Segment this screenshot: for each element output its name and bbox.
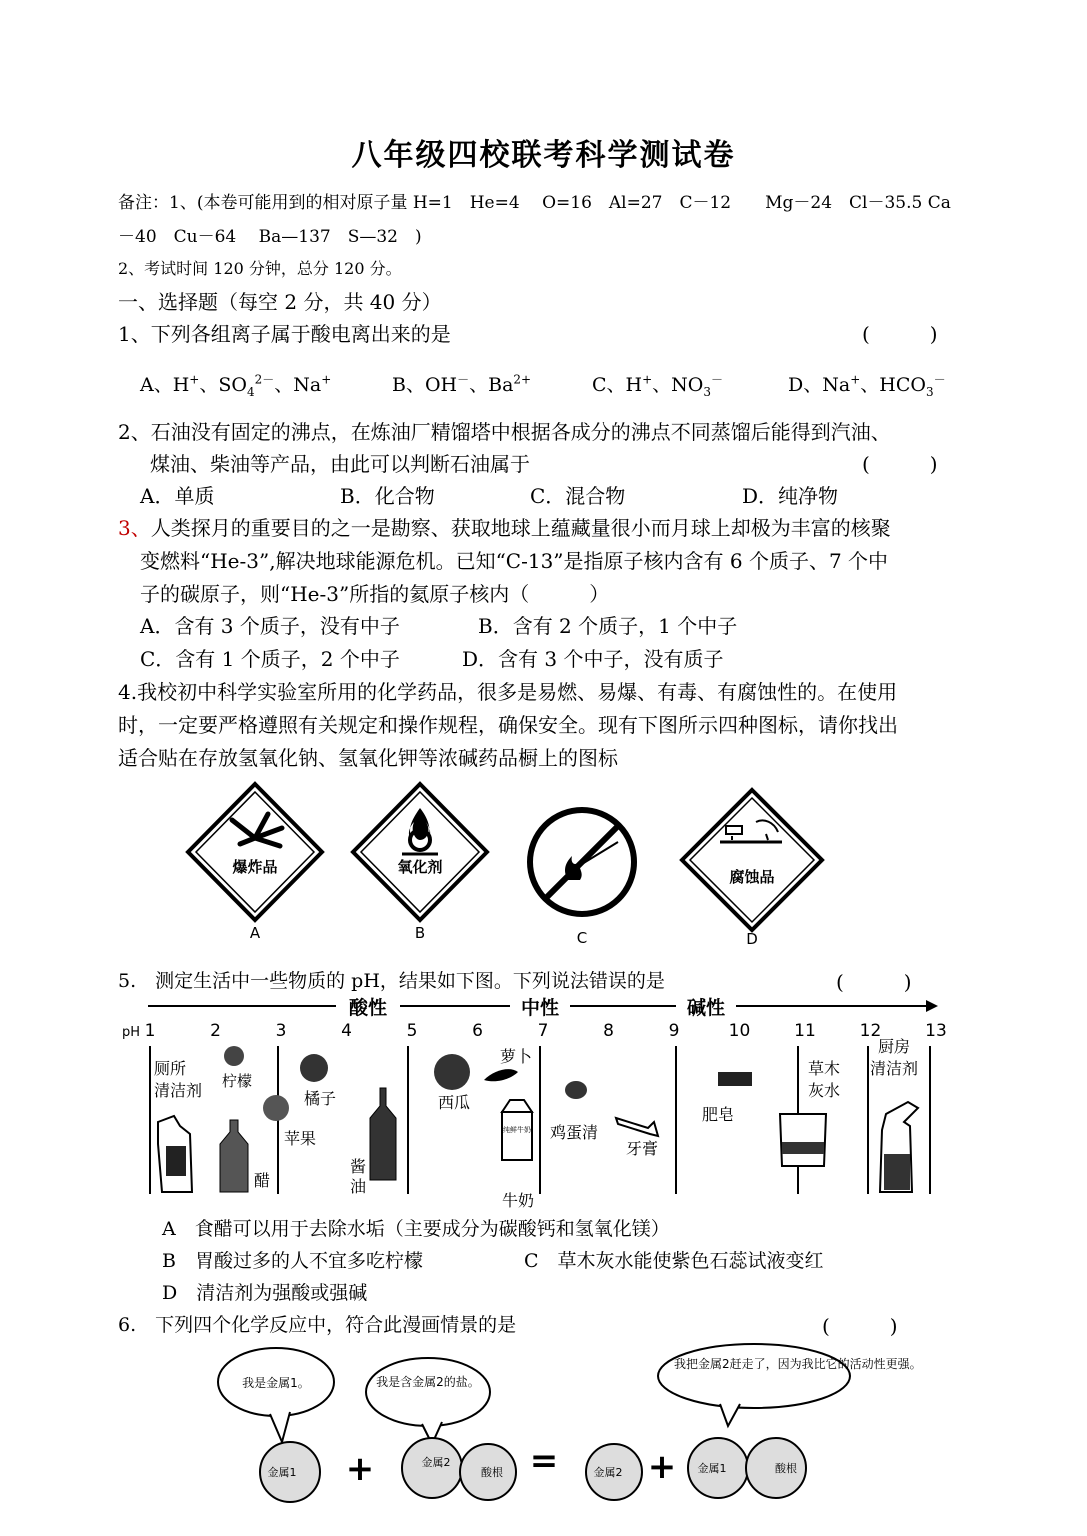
answer-bracket-6: ( ) xyxy=(822,1314,898,1338)
equals-sign: = xyxy=(529,1441,559,1481)
svg-text:酸根: 酸根 xyxy=(481,1466,503,1479)
metal-1-ball xyxy=(260,1442,320,1502)
plus-sign-1: + xyxy=(345,1449,375,1489)
ph-scale-figure xyxy=(118,994,948,1210)
ph-tick-9: 9 xyxy=(668,1021,680,1041)
bottle-label-icon xyxy=(166,1146,186,1176)
svg-text:金属2: 金属2 xyxy=(593,1466,623,1479)
ph-tick-10: 10 xyxy=(728,1021,751,1041)
ph-tick-12: 12 xyxy=(859,1021,882,1041)
q2-option-d: D．纯净物 xyxy=(742,484,839,508)
item-soy-sauce: 酱油 xyxy=(350,1157,367,1196)
q2-option-c: C．混合物 xyxy=(530,484,626,508)
milk-box-label: 纯鲜牛奶 xyxy=(503,1126,531,1134)
sign-d-letter: D xyxy=(746,930,758,948)
ph-tick-5: 5 xyxy=(406,1021,418,1041)
sign-a-letter: A xyxy=(249,924,261,942)
question-4-line-2: 时，一定要严格遵照有关规定和操作规程，确保安全。现有下图所示四种图标，请你找出 xyxy=(118,713,898,737)
explosion-icon xyxy=(232,814,282,846)
q1-option-a: A、H+、$SO_4^{2-}$、Na+ xyxy=(140,372,332,399)
section-heading: 一、选择题（每空 2 分，共 40 分） xyxy=(118,290,442,314)
cartoon-figure xyxy=(210,1342,922,1532)
question-2-line-2: 煤油、柴油等产品，由此可以判断石油属于 xyxy=(150,452,530,476)
item-kitchen-cleaner: 厨房清洁剂 xyxy=(870,1037,919,1078)
item-toothpaste: 牙膏 xyxy=(626,1139,659,1158)
ph-tick-6: 6 xyxy=(472,1021,483,1041)
svg-text:金属1: 金属1 xyxy=(697,1462,727,1475)
sign-a-label: 爆炸品 xyxy=(232,858,278,876)
acid-radical-ball-1 xyxy=(460,1444,516,1500)
sign-c-letter: C xyxy=(576,929,588,947)
plus-sign-2: + xyxy=(647,1447,677,1487)
question-3-line-2: 变燃料“He-3”,解决地球能源危机。已知“C-13”是指原子核内含有 6 个质子、7 个中 xyxy=(140,549,889,573)
question-3-number: 3、 xyxy=(118,516,151,540)
ph-tick-labels xyxy=(145,1021,947,1041)
question-2-line-1: 2、石油没有固定的沸点，在炼油厂精馏塔中根据各成分的沸点不同蒸馏后能得到汽油、 xyxy=(118,420,891,444)
neutral-label: 中性 xyxy=(520,997,560,1019)
q1-option-b: B、OH－、$Ba^{2+}$ xyxy=(392,372,532,396)
item-apple: 苹果 xyxy=(284,1129,317,1148)
speech-bubble-3: 我把金属2赶走了，因为我比它的活动性更强。 xyxy=(658,1344,850,1426)
ph-label: pH xyxy=(122,1025,141,1040)
speech-bubble-1 xyxy=(218,1348,334,1442)
item-lemon: 柠檬 xyxy=(222,1072,253,1090)
watermelon-icon xyxy=(434,1054,470,1090)
acid-radical-ball-2 xyxy=(746,1438,806,1498)
apple-icon xyxy=(263,1095,289,1121)
question-4-line-1: 4.我校初中科学实验室所用的化学药品，很多是易燃、易爆、有毒、有腐蚀性的。在使用 xyxy=(118,680,898,704)
speech-bubble-2: 我是含金属2的盐。 xyxy=(366,1358,490,1444)
question-3-line-1: 3、人类探月的重要目的之一是勘察、获取地球上蕴藏量很小而月球上却极为丰富的核聚 xyxy=(118,516,891,540)
milk-carton-icon xyxy=(502,1112,532,1160)
q3-option-a: A．含有 3 个质子，没有中子 xyxy=(140,614,400,638)
match-flame-icon xyxy=(565,842,618,880)
oxidizer-sign xyxy=(353,784,487,942)
sign-b-letter: B xyxy=(414,924,426,942)
corrosion-icon xyxy=(720,820,782,842)
item-milk: 牛奶 xyxy=(502,1191,535,1210)
answer-bracket-5: ( ) xyxy=(836,970,912,994)
orange-icon xyxy=(300,1054,328,1082)
q3-option-d: D．含有 3 个中子，没有质子 xyxy=(462,647,724,671)
svg-text:我是金属1。: 我是金属1。 xyxy=(242,1376,310,1390)
radish-icon xyxy=(484,1069,518,1081)
q2-option-b: B．化合物 xyxy=(340,484,435,508)
svg-text:金属2: 金属2 xyxy=(421,1456,451,1469)
q2-option-a: A．单质 xyxy=(140,484,215,508)
sign-d-label: 腐蚀品 xyxy=(729,868,775,886)
page-title: 八年级四校联考科学测试卷 xyxy=(351,138,736,173)
vinegar-bottle-icon xyxy=(220,1120,248,1192)
q1-option-c: C、H+、$NO_3^-$ xyxy=(592,372,724,399)
note-line-2: －40 Cu－64 Ba—137 S—32 ) xyxy=(118,227,422,247)
hazard-signs-figure xyxy=(170,778,850,950)
ph-tick-7: 7 xyxy=(537,1021,549,1041)
item-egg-white: 鸡蛋清 xyxy=(550,1123,599,1142)
item-vinegar: 醋 xyxy=(254,1171,271,1190)
ph-tick-13: 13 xyxy=(925,1021,947,1041)
item-watermelon: 西瓜 xyxy=(438,1093,471,1112)
q5-option-a: A 食醋可以用于去除水垢（主要成分为碳酸钙和氢氧化镁） xyxy=(162,1218,670,1240)
question-6-stem: 6. 下列四个化学反应中，符合此漫画情景的是 xyxy=(118,1314,517,1336)
question-4-line-3: 适合贴在存放氢氧化钠、氢氧化钾等浓碱药品橱上的图标 xyxy=(118,746,618,770)
q5-option-c: C 草木灰水能使紫色石蕊试液变红 xyxy=(524,1250,824,1272)
note-line-1: 备注：1、(本卷可能用到的相对原子量 H=1 He=4 O=16 Al=27 C－12 Mg－24 Cl－35.5 Ca xyxy=(118,193,951,213)
ph-tick-11: 11 xyxy=(794,1021,816,1041)
svg-text:酸根: 酸根 xyxy=(775,1462,797,1475)
item-soap: 肥皂 xyxy=(702,1105,735,1124)
flame-over-circle-icon xyxy=(402,808,438,854)
arrow-head-icon xyxy=(926,1000,938,1012)
soap-icon xyxy=(718,1072,752,1086)
item-radish: 萝卜 xyxy=(500,1047,533,1066)
q5-option-b: B 胃酸过多的人不宜多吃柠檬 xyxy=(162,1250,423,1272)
ph-tick-2: 2 xyxy=(210,1021,221,1041)
acid-label: 酸性 xyxy=(348,997,388,1019)
ph-tick-3: 3 xyxy=(275,1021,287,1041)
corrosive-sign xyxy=(682,790,822,948)
ph-tick-1: 1 xyxy=(144,1021,156,1041)
svg-text:金属1: 金属1 xyxy=(267,1466,297,1479)
beaker-icon xyxy=(780,1114,826,1166)
base-label: 碱性 xyxy=(686,997,726,1019)
answer-bracket-2: ( ) xyxy=(862,452,938,476)
metal-2-ball xyxy=(402,1438,462,1498)
item-toilet-cleaner: 厕所清洁剂 xyxy=(154,1059,203,1100)
ph-tick-8: 8 xyxy=(603,1021,614,1041)
toothpaste-icon xyxy=(616,1118,658,1136)
q5-option-d: D 清洁剂为强酸或强碱 xyxy=(162,1282,368,1304)
note-line-3: 2、考试时间 120 分钟，总分 120 分。 xyxy=(118,259,402,278)
item-orange: 橘子 xyxy=(304,1089,337,1108)
question-1-stem: 1、下列各组离子属于酸电离出来的是 xyxy=(118,322,451,346)
soy-sauce-bottle-icon xyxy=(370,1088,396,1180)
no-fire-sign xyxy=(530,810,634,947)
metal-2-ball-right xyxy=(586,1444,642,1500)
sign-b-label: 氧化剂 xyxy=(397,858,443,876)
metal-1-ball-right xyxy=(688,1438,748,1498)
q1-option-d: D、Na+、$HCO_3^-$ xyxy=(788,372,946,399)
question-5-stem: 5. 测定生活中一些物质的 pH，结果如下图。下列说法错误的是 xyxy=(118,970,665,992)
item-wood-ash-water: 草木灰水 xyxy=(808,1059,841,1100)
answer-bracket-1: ( ) xyxy=(862,322,938,346)
egg-icon xyxy=(565,1081,587,1099)
question-3-line-3: 子的碳原子，则“He-3”所指的氦原子核内（ ） xyxy=(140,582,610,606)
ph-tick-4: 4 xyxy=(341,1021,352,1041)
q3-option-b: B．含有 2 个质子，1 个中子 xyxy=(478,614,738,638)
lemon-icon xyxy=(224,1046,244,1066)
q3-option-c: C．含有 1 个质子，2 个中子 xyxy=(140,647,400,671)
explosive-sign xyxy=(188,784,322,942)
